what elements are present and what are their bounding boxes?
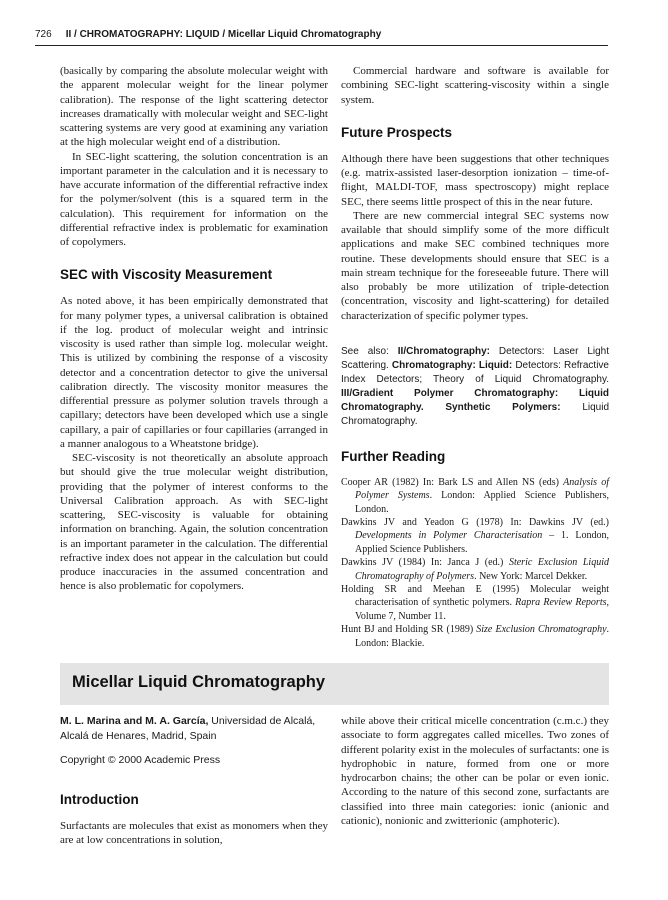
paragraph: Commercial hardware and software is available for combining SEC-light scattering-viscosity within a single system. bbox=[341, 65, 609, 106]
paragraph: There are new commercial integral SEC systems now available that should simplify some of the more difficult applications and make SEC combined techniques more routine. These developments should ensure that SEC is a main stream technique for the foreseeable future. There will also probably be more utilization of triple-detection (concentration, viscosity and light-scattering) for detailed characterization of specific polymer types. bbox=[341, 209, 609, 322]
paragraph: (basically by comparing the absolute molecular weight with the apparent molecular weight for the linear polymer calibration). The response of the light scattering detector increases dramatically with molecular weight and SEC-light scattering systems are very good at examining any variation at the high molecular weight end of a distribution. bbox=[60, 65, 328, 149]
page-number: 726 bbox=[35, 29, 52, 40]
reference-item: Dawkins JV and Yeadon G (1978) In: Dawkins JV (ed.) Developments in Polymer Characterisation – 1. London, Applied Science Publishers. bbox=[341, 516, 609, 555]
article-left-column bbox=[60, 714, 328, 848]
see-also-link[interactable]: II/Chromatography: bbox=[397, 345, 490, 357]
right-column bbox=[341, 64, 609, 650]
paragraph: In SEC-light scattering, the solution concentration is an important parameter in the calculation and it is necessary to have accurate information of the differential refractive index for the polymer/solvent (this is a squared term in the calculation). This requirement for information on the differential refractive index is problematic for examination of copolymers. bbox=[60, 150, 328, 248]
paragraph: Although there have been suggestions that other techniques (e.g. matrix-assisted laser-desorption ionization – time-of-flight, MALDI-TOF, mass spectroscopy) might replace SEC, there seems little prospect of this in the near future. bbox=[341, 152, 609, 208]
paragraph: As noted above, it has been empirically demonstrated that for many polymer types, a universal calibration is obtained if the log. product of molecular weight and intrinsic viscosity is used rather than simple log. molecular weight. This is utilized by combining the response of a viscosity detector and a concentration detector to give the universal calibration directly. The viscosity monitor measures the differential pressure as polymer solution travels through a capillary; detectors have been developed which use a single capillary, a pair of capillaries or four capillaries (arranged in a manner analogous to a Wheatstone bridge). bbox=[60, 295, 328, 450]
section-heading-viscosity: SEC with Viscosity Measurement bbox=[60, 267, 273, 283]
section-heading-further-reading: Further Reading bbox=[341, 448, 446, 464]
header-rule bbox=[35, 45, 608, 46]
see-also-link[interactable]: Chromatography: Liquid: bbox=[391, 359, 513, 371]
reference-item: Cooper AR (1982) In: Bark LS and Allen NS (eds) Analysis of Polymer Systems. London: Applied Science Publishers, London. bbox=[341, 476, 609, 515]
reference-item: Holding SR and Meehan E (1995) Molecular weight characterisation of synthetic polymers. Rapra Review Reports, Volume 7, Number 11. bbox=[341, 584, 609, 622]
reference-item: Hunt BJ and Holding SR (1989) Size Exclusion Chromatography. London: Blackie. bbox=[341, 624, 610, 649]
see-also-link[interactable]: Detectors: Refractive Index Detectors; Theory of Liquid Chromatography. bbox=[341, 359, 609, 385]
reference-list bbox=[341, 476, 609, 650]
see-also-link[interactable]: III/Gradient Polymer Chromatography: Liquid Chromatography. bbox=[341, 387, 609, 413]
article-title-banner bbox=[60, 663, 609, 705]
section-heading-future: Future Prospects bbox=[341, 124, 453, 140]
running-head bbox=[35, 29, 608, 40]
see-also-link[interactable]: Synthetic Polymers: bbox=[445, 401, 561, 413]
running-title: II / CHROMATOGRAPHY: LIQUID / Micellar Liquid Chromatography bbox=[65, 29, 382, 40]
see-also-link[interactable]: Liquid Chromatography. bbox=[341, 401, 610, 427]
see-also-link[interactable]: Detectors: Laser Light Scattering. bbox=[341, 345, 610, 371]
article-title: Micellar Liquid Chromatography bbox=[72, 673, 326, 691]
copyright: Copyright © 2000 Academic Press bbox=[60, 754, 221, 766]
affiliation: Universidad de Alcalá, Alcalá de Henares, Madrid, Spain bbox=[60, 715, 316, 742]
section-heading-introduction: Introduction bbox=[60, 792, 139, 807]
paragraph: Surfactants are molecules that exist as monomers when they are at low concentrations in solution, bbox=[60, 820, 328, 847]
byline bbox=[60, 714, 328, 743]
see-also-label: See also: bbox=[341, 345, 389, 357]
paragraph: SEC-viscosity is not theoretically an absolute approach but should give the true molecular weight distribution, providing that the polymer of interest conforms to the Universal Calibration approach. As with SEC-light scattering, SEC-viscosity is valuable for obtaining information on branching. Again, the solution concentration is an important parameter in the calculation. The differential refractive index does not appear in the calculation but could produce inaccuracies in the assumed concentration and hence is also problematic for copolymers. bbox=[60, 452, 328, 593]
authors: M. L. Marina and M. A. García, bbox=[60, 715, 209, 727]
left-column bbox=[60, 64, 328, 594]
reference-item: Dawkins JV (1984) In: Janca J (ed.) Steric Exclusion Liquid Chromatography of Polymers. New York: Marcel Dekker. bbox=[341, 557, 609, 582]
article-right-column bbox=[341, 714, 609, 828]
paragraph: while above their critical micelle concentration (c.m.c.) they associate to form aggregates called micelles. Two zones of different polarity exist in the molecules of surfactants: one is hydrophobic in nature, formed from one or more hydrocarbon chains; the other can be polar or even ionic. According to the nature of this second zone, surfactants are classified into three main categories: ionic (anionic and cationic), nonionic and zwitterionic (amphoteric). bbox=[341, 715, 609, 827]
see-also bbox=[341, 345, 609, 429]
